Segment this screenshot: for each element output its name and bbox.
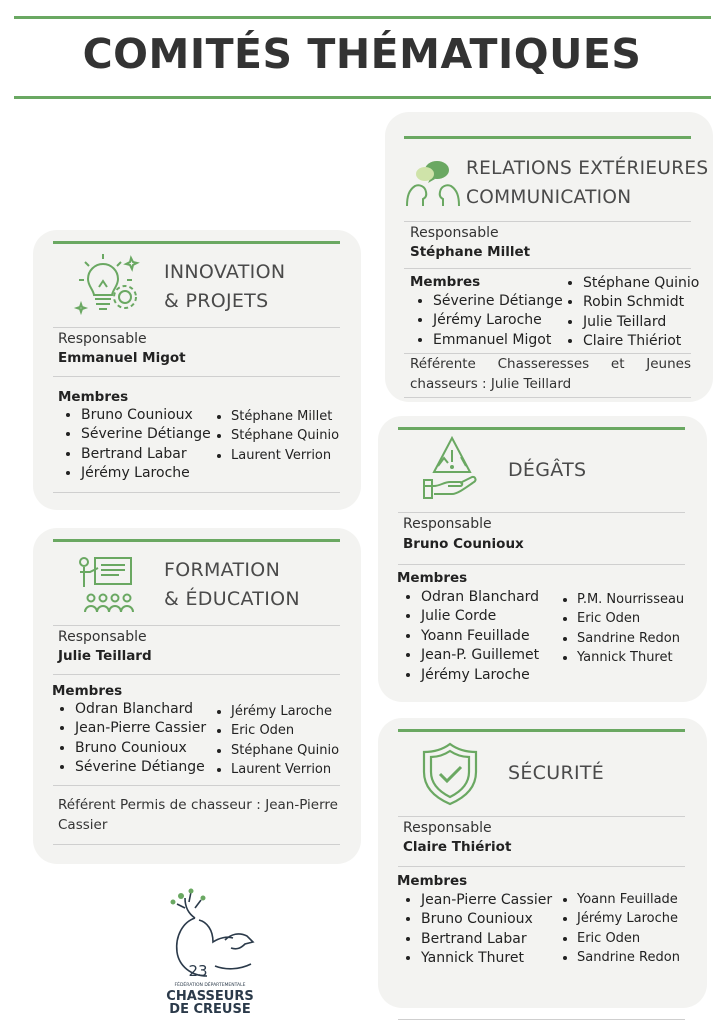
responsable-name: Claire Thiériot xyxy=(403,839,512,855)
divider xyxy=(53,674,340,675)
list-item: • Bruno Counioux xyxy=(75,739,206,758)
list-item: • Yannick Thuret xyxy=(421,949,552,968)
list-item: • Laurent Verrion xyxy=(231,446,339,465)
lightbulb-gear-icon xyxy=(73,252,145,320)
card-accent-line xyxy=(53,241,340,244)
page-title: COMITÉS THÉMATIQUES xyxy=(82,30,642,78)
list-item: • Claire Thiériot xyxy=(583,332,699,351)
list-item: • Jérémy Laroche xyxy=(81,464,211,483)
responsable-label: Responsable xyxy=(403,820,492,836)
list-item: • Jérémy Laroche xyxy=(231,702,339,721)
responsable-name: Emmanuel Migot xyxy=(58,350,186,366)
logo-line-1: CHASSEURS xyxy=(166,989,254,1004)
members-label: Membres xyxy=(58,389,129,405)
committee-title: DÉGÂTS xyxy=(508,459,587,481)
list-item: • Julie Teillard xyxy=(583,313,699,332)
committee-formation-card xyxy=(33,528,361,864)
list-item: • Stéphane Quinio xyxy=(583,274,699,293)
committee-innovation-card xyxy=(33,230,361,510)
title-line-1: RELATIONS EXTÉRIEURES xyxy=(466,158,709,179)
list-item: • Jérémy Laroche xyxy=(577,909,680,928)
members-label: Membres xyxy=(397,873,468,889)
list-item: • Stéphane Quinio xyxy=(231,426,339,445)
referent-note: Référent Permis de chasseur : Jean-Pierre Cassier xyxy=(58,797,338,833)
damage-warning-icon xyxy=(422,436,482,500)
card-accent-line xyxy=(398,427,685,430)
list-item: • Bertrand Labar xyxy=(81,445,211,464)
list-item: • Eric Oden xyxy=(577,609,684,628)
committee-securite-card xyxy=(378,718,707,1008)
list-item: • Stéphane Millet xyxy=(231,407,339,426)
committee-title xyxy=(164,258,285,316)
divider xyxy=(53,376,340,377)
logo-number: 23 xyxy=(188,962,208,980)
presentation-icon xyxy=(75,554,139,618)
list-item: • Bruno Counioux xyxy=(421,910,552,929)
list-item: • Sandrine Redon xyxy=(577,948,680,967)
federation-logo xyxy=(150,888,270,1020)
card-accent-line xyxy=(404,136,691,139)
shield-check-icon xyxy=(422,742,478,806)
responsable-name: Bruno Counioux xyxy=(403,536,524,552)
list-item: • Jean-Pierre Cassier xyxy=(421,891,552,910)
members-list-col1 xyxy=(58,406,211,484)
list-item: • Yannick Thuret xyxy=(577,648,684,667)
divider xyxy=(404,221,691,222)
list-item: • Jérémy Laroche xyxy=(433,311,563,330)
members-list-col2 xyxy=(560,274,699,352)
divider xyxy=(404,268,691,269)
list-item: • Odran Blanchard xyxy=(421,588,539,607)
responsable-name: Stéphane Millet xyxy=(410,244,531,260)
members-label: Membres xyxy=(410,274,481,290)
committee-relations-card xyxy=(385,112,713,402)
list-item: • P.M. Nourrisseau xyxy=(577,590,684,609)
committee-degats-card xyxy=(378,416,707,702)
list-item: • Odran Blanchard xyxy=(75,700,206,719)
members-list-col1 xyxy=(410,292,563,350)
list-item: • Yoann Feuillade xyxy=(577,890,680,909)
referent-note: Référente Chasseresses et Jeunes chasseurs : Julie Teillard xyxy=(410,356,691,392)
list-item: • Robin Schmidt xyxy=(583,293,699,312)
members-label: Membres xyxy=(52,683,123,699)
divider xyxy=(404,397,691,398)
list-item: • Jean-P. Guillemet xyxy=(421,646,539,665)
committee-title xyxy=(164,556,300,614)
members-list-col2 xyxy=(554,890,680,968)
responsable-label: Responsable xyxy=(58,629,147,645)
divider xyxy=(53,492,340,493)
divider xyxy=(398,866,685,867)
title-rule-top xyxy=(14,16,711,19)
list-item: • Laurent Verrion xyxy=(231,760,339,779)
divider xyxy=(398,512,685,513)
title-line-2: & ÉDUCATION xyxy=(164,588,300,610)
logo-line-2: DE CREUSE xyxy=(169,1002,251,1017)
divider xyxy=(398,564,685,565)
list-item: • Sandrine Redon xyxy=(577,629,684,648)
members-list-col2 xyxy=(554,590,684,668)
members-list-col1 xyxy=(398,588,539,685)
responsable-label: Responsable xyxy=(58,331,147,347)
members-label: Membres xyxy=(397,570,468,586)
divider xyxy=(404,353,691,354)
title-line-2: COMMUNICATION xyxy=(466,187,632,208)
divider xyxy=(53,785,340,786)
list-item: • Emmanuel Migot xyxy=(433,331,563,350)
members-list-col2 xyxy=(208,407,339,465)
list-item: • Yoann Feuillade xyxy=(421,627,539,646)
committee-title xyxy=(466,154,708,212)
divider xyxy=(53,327,340,328)
list-item: • Bertrand Labar xyxy=(421,930,552,949)
logo-subtitle: FÉDÉRATION DÉPARTEMENTALE xyxy=(174,983,246,988)
divider xyxy=(53,625,340,626)
responsable-label: Responsable xyxy=(410,225,499,241)
divider xyxy=(398,816,685,817)
members-list-col1 xyxy=(52,700,206,778)
divider xyxy=(53,844,340,845)
divider xyxy=(398,1019,685,1020)
card-accent-line xyxy=(398,729,685,732)
list-item: • Julie Corde xyxy=(421,607,539,626)
responsable-name: Julie Teillard xyxy=(58,648,152,664)
list-item: • Séverine Détiange xyxy=(75,758,206,777)
title-line-1: INNOVATION xyxy=(164,261,286,283)
people-talking-icon xyxy=(403,156,463,212)
list-item: • Eric Oden xyxy=(577,929,680,948)
title-line-2: & PROJETS xyxy=(164,290,269,312)
members-list-col2 xyxy=(208,702,339,780)
list-item: • Séverine Détiange xyxy=(81,425,211,444)
list-item: • Jérémy Laroche xyxy=(421,666,539,685)
list-item: • Bruno Counioux xyxy=(81,406,211,425)
list-item: • Jean-Pierre Cassier xyxy=(75,719,206,738)
members-list-col1 xyxy=(398,891,552,969)
card-accent-line xyxy=(53,539,340,542)
list-item: • Eric Oden xyxy=(231,721,339,740)
title-line-1: FORMATION xyxy=(164,559,281,581)
list-item: • Stéphane Quinio xyxy=(231,741,339,760)
title-rule-bottom xyxy=(14,96,711,99)
list-item: • Séverine Détiange xyxy=(433,292,563,311)
committee-title: SÉCURITÉ xyxy=(508,762,605,784)
responsable-label: Responsable xyxy=(403,516,492,532)
